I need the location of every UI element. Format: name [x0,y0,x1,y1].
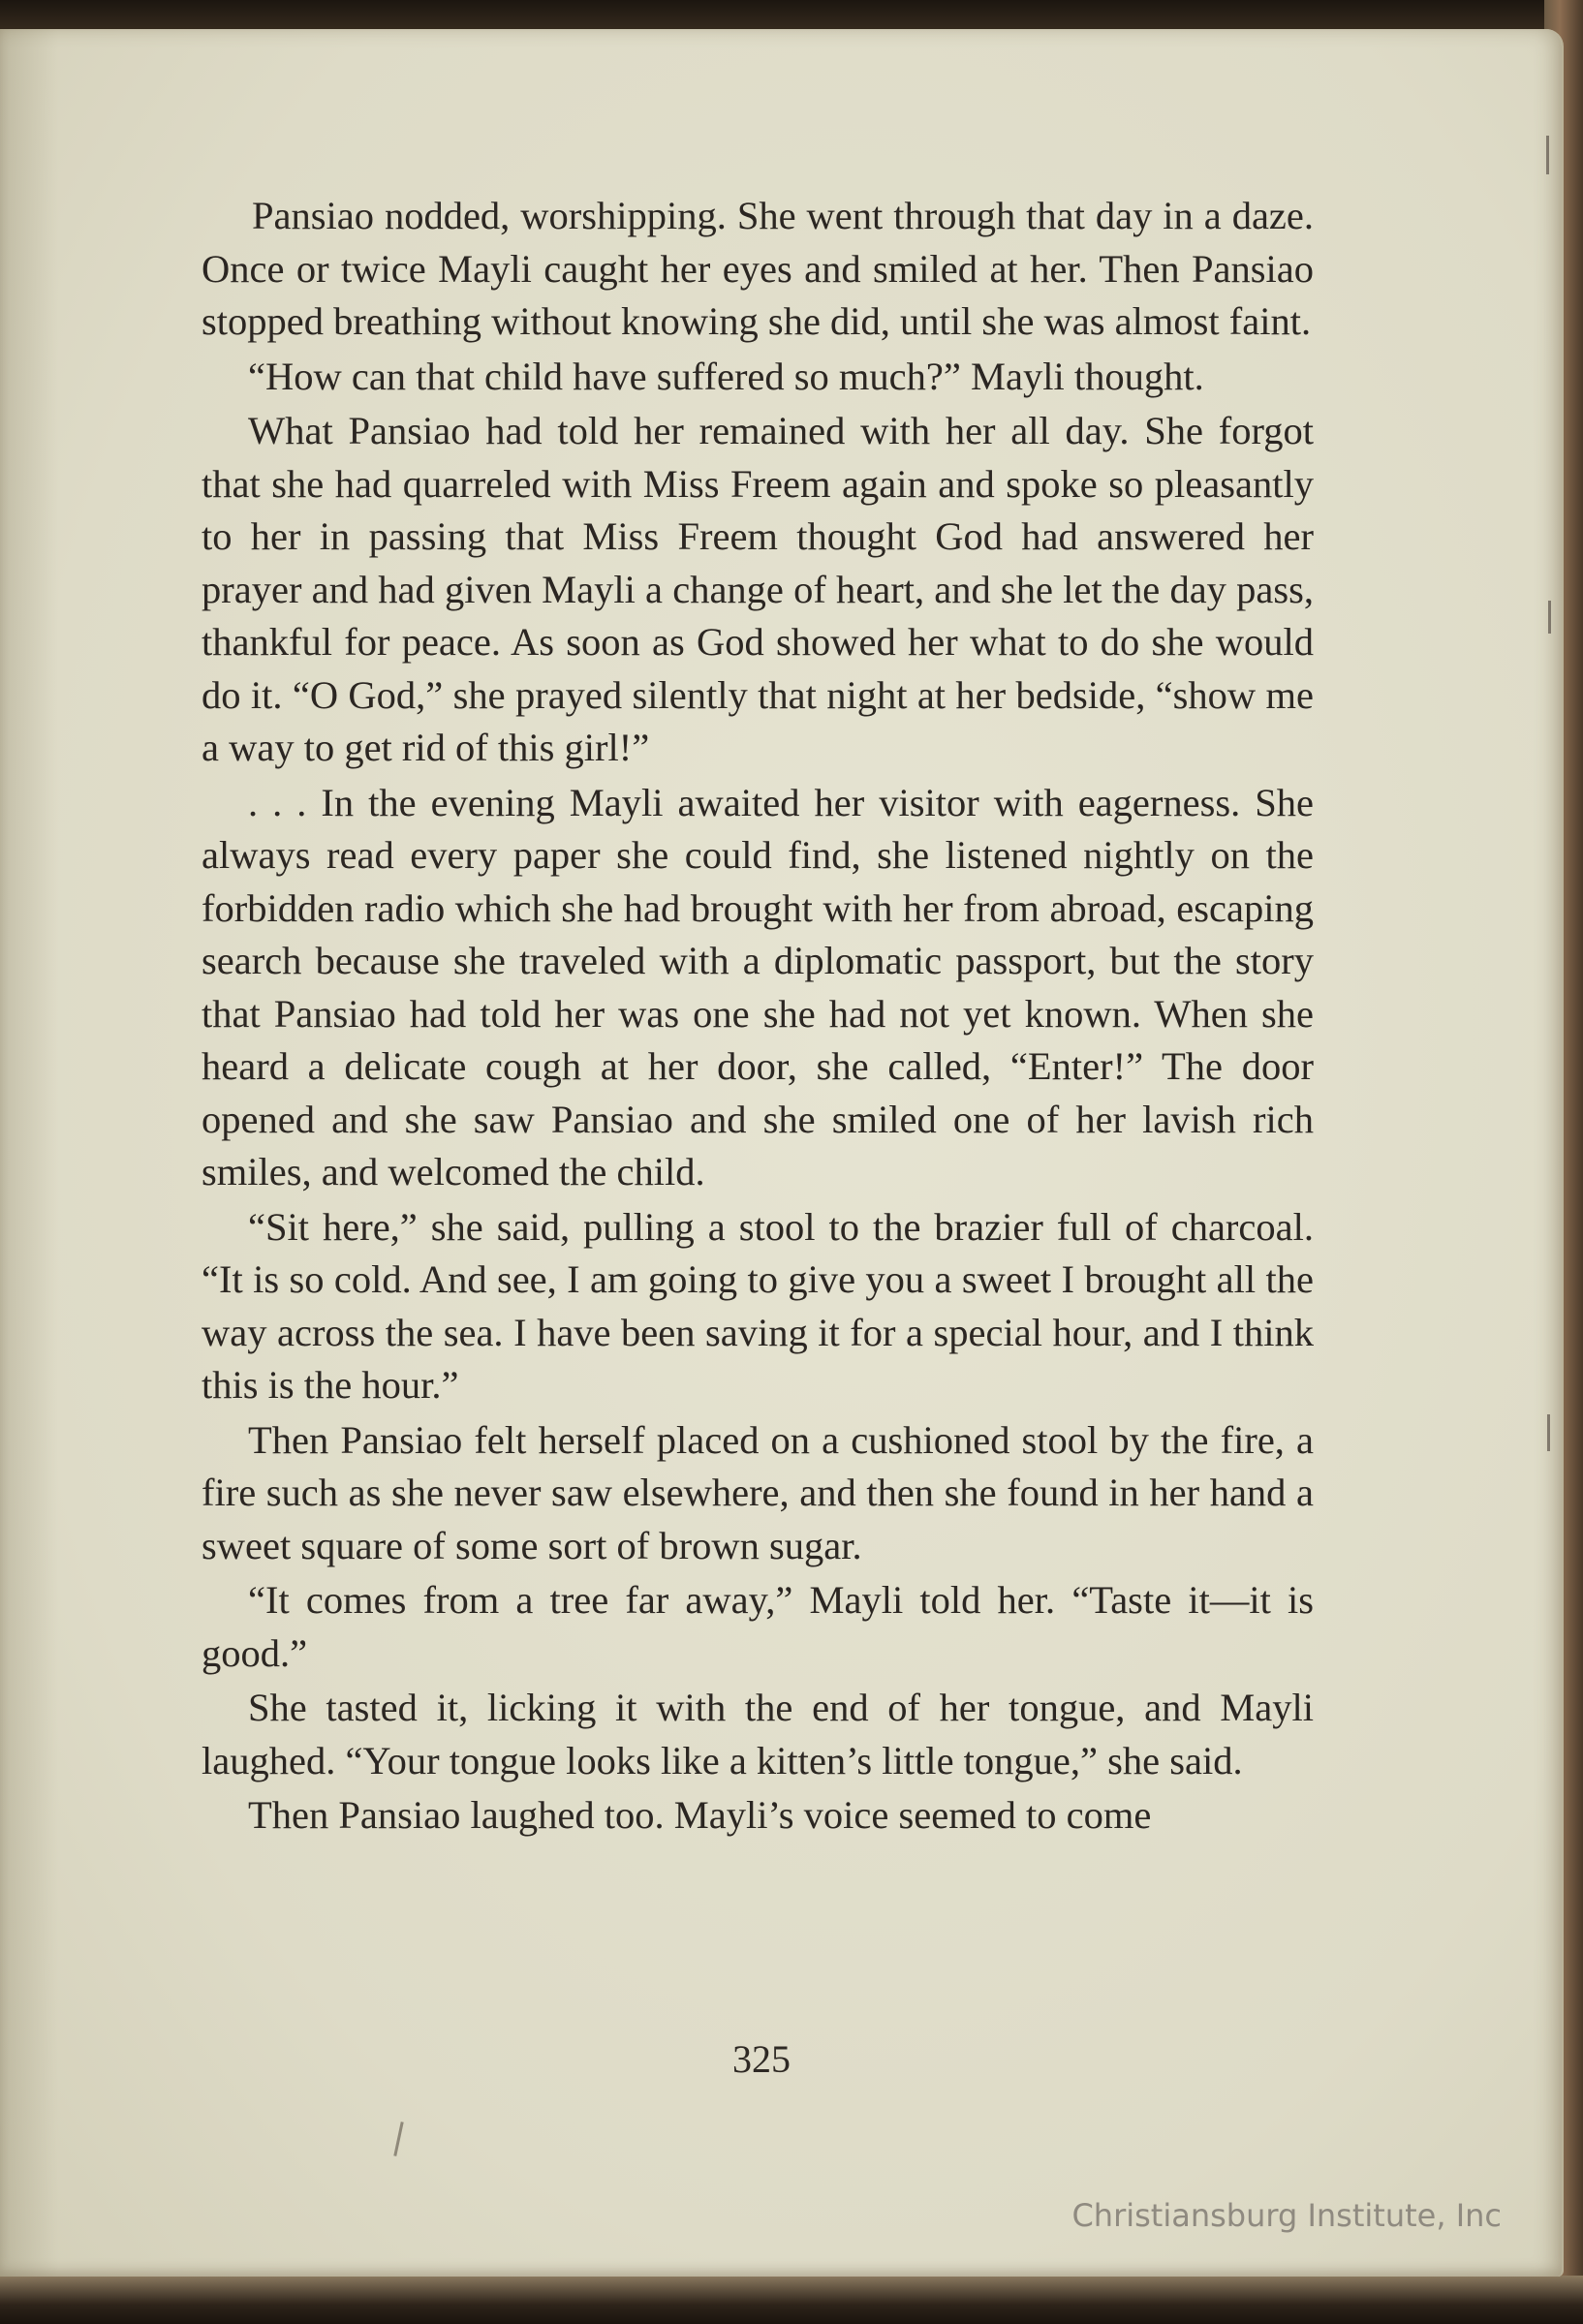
edge-tick-mark [1546,136,1549,174]
paragraph-6: Then Pansiao felt herself placed on a cushioned stool by the fire, a fire such as she never saw elsewhere, and then she found in her hand a sweet square of some sort of brown sugar. [202,1417,1314,1567]
page-number: 325 [732,2037,791,2081]
edge-tick-mark [1548,601,1551,634]
paragraph-1: Pansiao nodded, worshipping. She went through that day in a daze. Once or twice Mayli caught her eyes and smiled at her. Then Pansiao stopped breathing without knowing she did, until she was almost faint. [202,194,1314,343]
paragraph-7: “It comes from a tree far away,” Mayli told her. “Taste it—it is good.” [202,1578,1314,1675]
book-bottom-edge [0,2276,1583,2324]
paragraph-9: Then Pansiao laughed too. Mayli’s voice seemed to come [248,1793,1152,1837]
paragraph-2: “How can that child have suffered so much?” Mayli thought. [248,354,1204,398]
paragraph-5: “Sit here,” she said, pulling a stool to the brazier full of charcoal. “It is so cold. And see, I am going to give you a sweet I brought all the way across the sea. I have been saving it for a special hour, and I think this is the hour.” [202,1204,1314,1407]
book-page [0,29,1564,2277]
watermark-text: Christiansburg Institute, Inc [1071,2197,1502,2234]
page-body-text [202,190,1314,1844]
paragraph-3: What Pansiao had told her remained with her all day. She forgot that she had quarreled with Miss Freem again and spoke so pleasantly to her in passing that Miss Freem thought God had answered her prayer and had given Mayli a change of heart, and she let the day pass, thankful for peace. As soon as God showed her what to do she would do it. “O God,” she prayed silently that night at her bedside, “show me a way to get rid of this girl!” [202,409,1314,769]
pencil-mark [393,2122,403,2156]
paragraph-4: . . . In the evening Mayli awaited her visitor with eagerness. She always read every paper she could find, she listened nightly on the forbidden radio which she had brought with her from abroad, escaping search because she traveled with a diplomatic passport, but the story that Pansiao had told her was one she had not yet known. When she heard a delicate cough at her door, she called, “Enter!” The door opened and she saw Pansiao and she smiled one of her lavish rich smiles, and welcomed the child. [202,780,1314,1193]
page-gutter-shadow [0,29,58,2277]
paragraph-8: She tasted it, licking it with the end of her tongue, and Mayli laughed. “Your tongue looks like a kitten’s little tongue,” she said. [202,1686,1314,1782]
edge-tick-mark [1547,1414,1550,1451]
